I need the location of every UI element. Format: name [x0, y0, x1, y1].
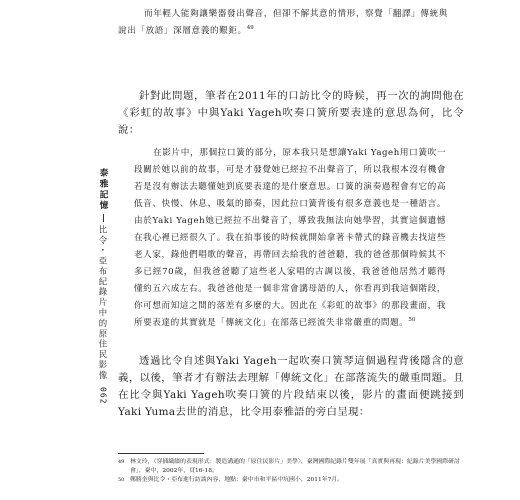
footnote-number: 49 [118, 459, 125, 465]
footnote-text: 鄭勝奎與比令・亞布進行訪談內容，地點：臺中市和平區中坑國小，2011年7月。 [130, 477, 344, 483]
continued-text: 而年輕人能夠讓樂器發出聲音，但卻不解其意的情形，察覺「翻譯」傳統與說出「放語」深層意義的艱鉅。 [118, 9, 448, 36]
footnote-text: 林文玲，〈穿插織綴的表現形式：製造溝通的「原住民影片」美學〉，臺灣國際紀錄片雙年展「真實與再現：紀錄片美學國際研討會」，臺中，2002年，頁16-18。 [130, 459, 460, 474]
continued-paragraph [118, 6, 448, 40]
footnotes [118, 458, 464, 485]
running-head-divider [103, 214, 104, 222]
footnote-ref-50: 50 [408, 317, 416, 324]
body-paragraph-2 [118, 353, 464, 421]
body-paragraph-1 [118, 88, 464, 139]
page-number: 062 [98, 387, 108, 405]
body-paragraph-1-text: 針對此問題，筆者在2011年的口訪比令的時候，再一次的詢問他在《彩虹的故事》中與Yaki Yageh吹奏口簧所要表達的意思為何，比令說： [118, 90, 464, 136]
running-head-book-title: 泰雅記憶 [97, 168, 108, 212]
footnote-number: 50 [118, 477, 125, 483]
running-head-subtitle: 比令・亞布紀錄片中的原住民影像 [98, 225, 108, 382]
block-quote-text [134, 145, 446, 332]
footnote-divider [118, 453, 204, 454]
body-paragraph-2-text: 透過比令自述與Yaki Yageh一起吹奏口簧琴這個過程背後隱含的意義，以後，筆者才有辦法去理解「傳統文化」在部落流失的嚴重問題。且在比令與Yaki Yageh吹奏口簧的片段結束以後，影片的畫面便跳接到Yaki Yuma去世的消息，比令用泰雅語的旁白呈現： [118, 355, 464, 418]
block-quote [134, 145, 446, 332]
footnote-50 [118, 476, 464, 485]
footnote-ref-49: 49 [246, 25, 254, 32]
footnote-49 [118, 458, 464, 476]
running-head [96, 168, 110, 405]
continued-paragraph-text [118, 6, 448, 40]
quote-text: 在影片中，那個拉口簧的部分，原本我只是想讓Yaki Yageh用口簧吹一段關於她以前的故事，可是才發覺她已經拉不出聲音了，所以我根本沒有機會若是沒有辦法去聽懂她到底要表達的是什麼意思。口簧的演奏過程會有它的高低音、快慢、休息、吸氣的節奏，因此拉口簧背後有很多意義也是一種語言。由於Yaki Yageh她已經拉不出聲音了，導致我無法向她學習，其實這個遺憾在我心裡已經很久了。我在拍事後的時候就開始拿著卡帶式的錄音機去找這些老人家，錄他們唱歌的聲音，再帶回去給我的爸爸聽，我的爸爸那個時候其不多已經70歲，但我爸爸聽了這些老人家唱的古調以後，我爸爸他居然才聽得懂約五六成左右。我爸爸他是一個非常會講母語的人，你看再到我這個階段，你可想而知這之間的落差有多麼的大。因此在《彩虹的故事》的那段畫面，我所要表達的其實就是「傳統文化」在部落已經流失非常嚴重的問題。 [134, 148, 446, 328]
